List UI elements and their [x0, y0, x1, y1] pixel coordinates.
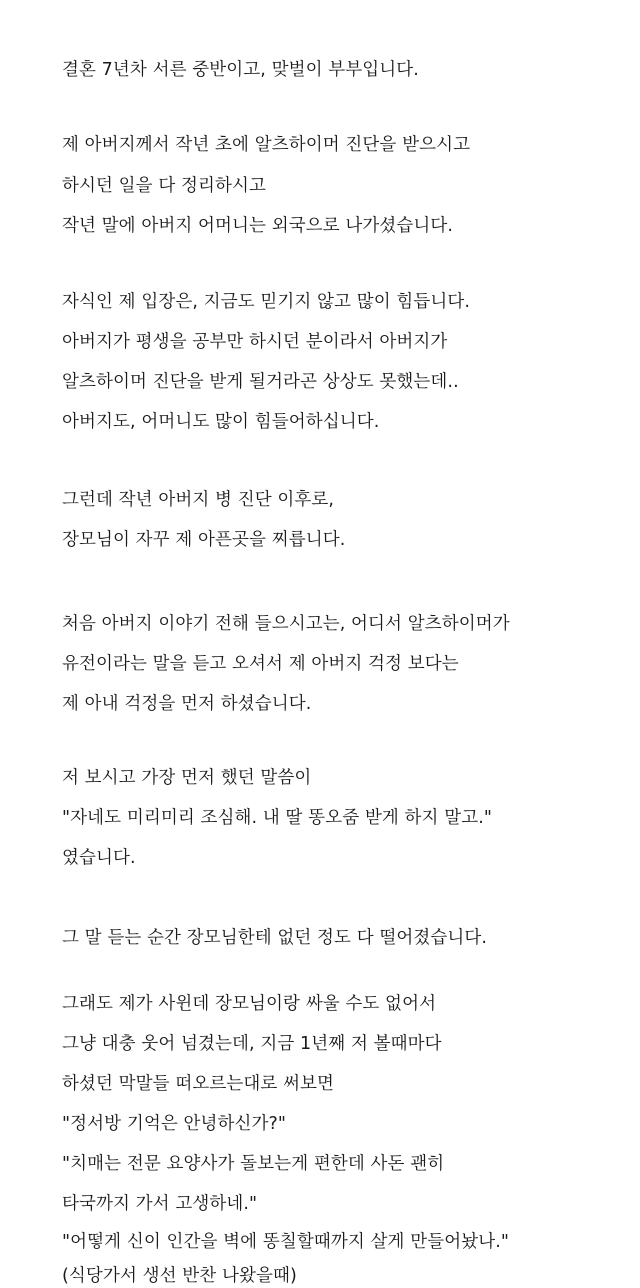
- text-line: 결혼 7년차 서른 중반이고, 맞벌이 부부입니다.: [62, 60, 419, 80]
- text-line: "치매는 전문 요양사가 돌보는게 편한데 사돈 괜히: [62, 1154, 445, 1174]
- text-line: 그냥 대충 웃어 넘겼는데, 지금 1년째 저 볼때마다: [62, 1034, 442, 1054]
- text-line: 저 보시고 가장 먼저 했던 말씀이: [62, 768, 312, 788]
- text-line: 제 아내 걱정을 먼저 하셨습니다.: [62, 694, 312, 714]
- text-line: 하셨던 막말들 떠오르는대로 써보면: [62, 1074, 335, 1094]
- text-line: 제 아버지께서 작년 초에 알츠하이머 진단을 받으시고: [62, 135, 471, 155]
- text-line: 유전이라는 말을 듣고 오셔서 제 아버지 걱정 보다는: [62, 654, 459, 674]
- text-line: 장모님이 자꾸 제 아픈곳을 찌릅니다.: [62, 530, 346, 550]
- text-line: "정서방 기억은 안녕하신가?": [62, 1114, 287, 1134]
- text-line: 처음 아버지 이야기 전해 들으시고는, 어디서 알츠하이머가: [62, 614, 510, 634]
- text-line: 타국까지 가서 고생하네.": [62, 1194, 258, 1214]
- text-line: 아버지도, 어머니도 많이 힘들어하십니다.: [62, 412, 380, 432]
- text-line: "자네도 미리미리 조심해. 내 딸 똥오줌 받게 하지 말고.": [62, 808, 493, 828]
- text-line: 작년 말에 아버지 어머니는 외국으로 나가셨습니다.: [62, 216, 454, 236]
- text-line: (식당가서 생선 반찬 나왔을때): [62, 1266, 297, 1286]
- text-line: 그런데 작년 아버지 병 진단 이후로,: [62, 490, 335, 510]
- text-line: 자식인 제 입장은, 지금도 믿기지 않고 많이 힘듭니다.: [62, 292, 471, 312]
- text-line: 그 말 듣는 순간 장모님한테 없던 정도 다 떨어졌습니다.: [62, 928, 488, 948]
- text-line: 하시던 일을 다 정리하시고: [62, 176, 267, 196]
- text-line: 알츠하이머 진단을 받게 될거라곤 상상도 못했는데..: [62, 372, 459, 392]
- text-line: 였습니다.: [62, 848, 136, 868]
- text-line: 그래도 제가 사윈데 장모님이랑 싸울 수도 없어서: [62, 994, 437, 1014]
- text-line: "어떻게 신이 인간을 벽에 똥칠할때까지 살게 만들어놨나.": [62, 1232, 510, 1252]
- text-line: 아버지가 평생을 공부만 하시던 분이라서 아버지가: [62, 332, 448, 352]
